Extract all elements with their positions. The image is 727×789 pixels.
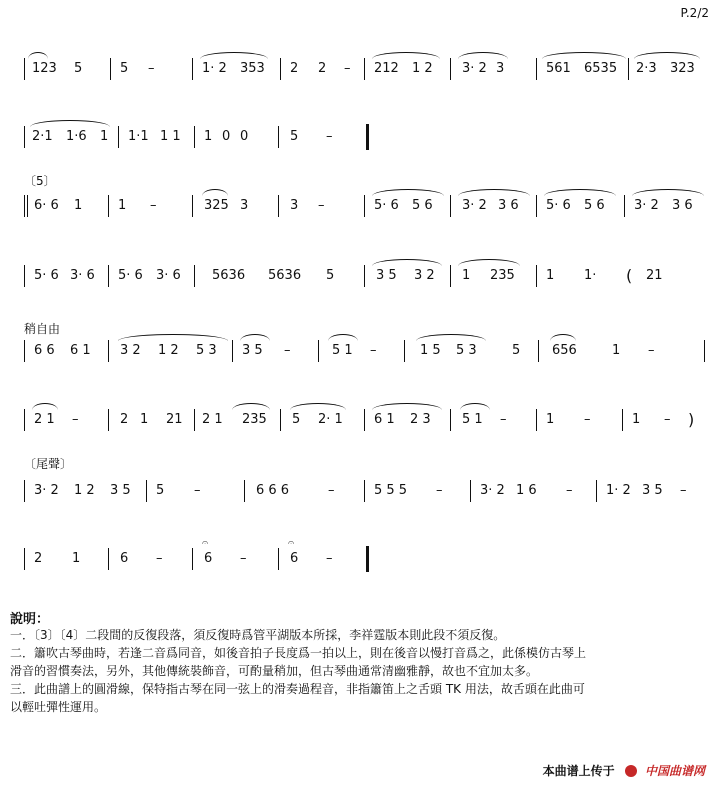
dash: –: [566, 483, 573, 498]
barline: [194, 265, 195, 287]
note: 5: [74, 61, 83, 76]
barline: [538, 340, 539, 362]
note: 5636: [212, 268, 246, 283]
score-line-8: [0, 536, 727, 588]
barline: [108, 409, 109, 431]
barline: [364, 265, 365, 287]
note: 1·1: [128, 129, 149, 144]
barline: [24, 265, 25, 287]
note: 1: [118, 198, 127, 213]
barline: [450, 58, 451, 80]
note: 3· 6: [70, 268, 95, 283]
note-line-2: 二．簫吹古琴曲時，若逢二音爲同音，如後音拍子長度爲一拍以上，則在後音以慢打音爲之，此係模仿古琴上: [10, 646, 587, 660]
note: 3: [240, 198, 249, 213]
barline: [364, 480, 365, 502]
note: 5 5 5: [374, 483, 408, 498]
dash: –: [500, 412, 507, 427]
dash: –: [326, 551, 333, 566]
note: 561: [546, 61, 571, 76]
site-name[interactable]: 中国曲谱网: [644, 764, 705, 778]
dash: –: [156, 551, 163, 566]
notes-title: 說明：: [10, 612, 50, 627]
note: 235: [490, 268, 515, 283]
barline: [24, 409, 25, 431]
barline: [24, 480, 25, 502]
barline: [194, 409, 195, 431]
note: 5636: [268, 268, 302, 283]
slur: [416, 334, 486, 341]
barline: [704, 340, 705, 362]
barline: [596, 480, 597, 502]
note: 325: [204, 198, 229, 213]
barline: [192, 548, 193, 570]
barline: [404, 340, 405, 362]
note: 5 6: [584, 198, 605, 213]
note: 3 2: [414, 268, 435, 283]
slur: [30, 120, 110, 127]
note-line-5: 以輕吐彈性運用。: [10, 700, 107, 714]
note: 1· 2: [202, 61, 227, 76]
note: 2: [290, 61, 299, 76]
dash: –: [148, 61, 155, 76]
slur: [240, 334, 270, 341]
repeat-barline: [24, 195, 25, 217]
note: 5 3: [196, 343, 217, 358]
barline: [278, 548, 279, 570]
note: 1: [546, 268, 555, 283]
barline: [192, 195, 193, 217]
note: 1· 2: [606, 483, 631, 498]
note: 235: [242, 412, 267, 427]
barline: [536, 195, 537, 217]
slur: [458, 52, 508, 59]
note: 1 6: [516, 483, 537, 498]
note: 21: [166, 412, 183, 427]
note: 2: [318, 61, 327, 76]
barline: [318, 340, 319, 362]
barline: [108, 340, 109, 362]
note: 3: [496, 61, 505, 76]
barline: [536, 409, 537, 431]
note: 1: [140, 412, 149, 427]
note: 6 1: [374, 412, 395, 427]
dash: –: [584, 412, 591, 427]
slur: [290, 403, 346, 410]
note: 3· 2: [480, 483, 505, 498]
note: 3· 2: [34, 483, 59, 498]
slur: [372, 259, 442, 266]
barline: [364, 409, 365, 431]
note: 5: [292, 412, 301, 427]
note: 5· 6: [546, 198, 571, 213]
note-line-4: 三．此曲譜上的圓滑線，保特指古琴在同一弦上的滑奏過程音，非指簫笛上之舌頭 TK 用法，故舌頭在此曲可: [10, 682, 585, 696]
note: 1: [204, 129, 213, 144]
note: 353: [240, 61, 265, 76]
note: 3 5: [242, 343, 263, 358]
score-line-7: [0, 480, 727, 520]
note: 5: [326, 268, 335, 283]
slur: [372, 403, 442, 410]
note: 3· 6: [156, 268, 181, 283]
barline: [146, 480, 147, 502]
dash: –: [318, 198, 325, 213]
barline: [364, 195, 365, 217]
note: 6· 6: [34, 198, 59, 213]
note: 1: [546, 412, 555, 427]
barline: [24, 126, 25, 148]
note: 3 5: [376, 268, 397, 283]
note: 323: [670, 61, 695, 76]
barline: [278, 126, 279, 148]
dash: –: [648, 343, 655, 358]
slur: [32, 403, 58, 410]
slur: [542, 52, 626, 59]
note: 6 6 6: [256, 483, 290, 498]
note: 1 2: [74, 483, 95, 498]
barline: [232, 340, 233, 362]
dash: –: [344, 61, 351, 76]
final-barline: [366, 124, 369, 150]
barline: [108, 548, 109, 570]
score-line-1: [0, 58, 727, 98]
note: 123: [32, 61, 57, 76]
dash: –: [72, 412, 79, 427]
page-number: P.2/2: [680, 6, 709, 20]
slur: [460, 403, 490, 410]
note: 1 2: [412, 61, 433, 76]
slur: [232, 403, 270, 410]
note: 2: [34, 551, 43, 566]
barline: [450, 195, 451, 217]
score-line-6: [0, 409, 727, 449]
note: 5: [512, 343, 521, 358]
barline: [278, 195, 279, 217]
barline: [194, 126, 195, 148]
note: 1: [632, 412, 641, 427]
note: 5: [156, 483, 165, 498]
note: 5 3: [456, 343, 477, 358]
dash: –: [664, 412, 671, 427]
note: 0: [240, 129, 249, 144]
barline: [108, 265, 109, 287]
note: 2·1: [32, 129, 53, 144]
barline: [24, 548, 25, 570]
score-line-3: [0, 195, 727, 235]
note: 2 1: [34, 412, 55, 427]
paren-close: ): [688, 410, 695, 429]
slur: [632, 189, 704, 196]
note: 6 6: [34, 343, 55, 358]
note: 1·: [584, 268, 597, 283]
fermata-icon: 𝄐: [288, 536, 295, 549]
site-logo-icon: [625, 765, 637, 777]
coda-label: 〔尾聲〕: [24, 457, 73, 471]
note: 2 1: [202, 412, 223, 427]
score-line-4: [0, 265, 727, 305]
note: 6: [120, 551, 129, 566]
note: 2: [120, 412, 129, 427]
note: 1: [72, 551, 81, 566]
note: 3· 2: [462, 198, 487, 213]
slur: [328, 334, 358, 341]
barline: [470, 480, 471, 502]
note: 3 5: [642, 483, 663, 498]
note: 5 6: [412, 198, 433, 213]
note: 1: [612, 343, 621, 358]
slur: [458, 189, 530, 196]
barline: [280, 58, 281, 80]
barline: [192, 58, 193, 80]
barline: [536, 58, 537, 80]
barline: [624, 195, 625, 217]
note: 1 5: [420, 343, 441, 358]
dash: –: [326, 129, 333, 144]
note: 6 1: [70, 343, 91, 358]
dash: –: [680, 483, 687, 498]
note: 21: [646, 268, 663, 283]
note: 5: [120, 61, 129, 76]
footer-text: 本曲谱上传于: [542, 764, 615, 778]
paren-open: (: [626, 266, 633, 285]
note: 6: [290, 551, 299, 566]
note: 1·6: [66, 129, 87, 144]
note: 5 1: [332, 343, 353, 358]
note: 3 6: [498, 198, 519, 213]
note: 5· 6: [118, 268, 143, 283]
note: 212: [374, 61, 399, 76]
slur: [550, 334, 576, 341]
note: 3· 2: [462, 61, 487, 76]
slur: [118, 334, 228, 341]
barline: [24, 58, 25, 80]
fermata-icon: 𝄐: [202, 536, 209, 549]
dash: –: [240, 551, 247, 566]
note: 3 2: [120, 343, 141, 358]
note: 2·3: [636, 61, 657, 76]
barline: [628, 58, 629, 80]
slur: [202, 189, 228, 196]
note-line-1: 一．〔3〕〔4〕二段間的反復段落，須反復時爲管平湖版本所採，李祥霆版本則此段不須反復。: [10, 628, 506, 642]
note: 1: [462, 268, 471, 283]
note: 2· 1: [318, 412, 343, 427]
note: 5 1: [462, 412, 483, 427]
score-line-5: [0, 340, 727, 380]
note: 0: [222, 129, 231, 144]
slur: [372, 52, 440, 59]
dash: –: [436, 483, 443, 498]
barline: [108, 195, 109, 217]
note-line-3: 滑音的習慣奏法，另外，其他傳統裝飾音，可酌量稍加，但古琴曲通常清幽雅靜，故也不宜加太多。: [10, 664, 539, 678]
barline: [244, 480, 245, 502]
dash: –: [328, 483, 335, 498]
note: 3· 2: [634, 198, 659, 213]
note: 3: [290, 198, 299, 213]
slur: [458, 259, 520, 266]
final-barline: [366, 546, 369, 572]
note: 1 1: [160, 129, 181, 144]
note: 3 6: [672, 198, 693, 213]
note: 3 5: [110, 483, 131, 498]
footer: [543, 762, 705, 779]
barline: [536, 265, 537, 287]
barline: [24, 340, 25, 362]
barline: [280, 409, 281, 431]
note: 2 3: [410, 412, 431, 427]
slur: [28, 52, 48, 59]
section-label-5: 〔5〕: [24, 174, 56, 188]
barline: [450, 265, 451, 287]
tempo-label: 稍自由: [24, 322, 61, 336]
note: 5· 6: [374, 198, 399, 213]
barline: [450, 409, 451, 431]
slur: [544, 189, 616, 196]
slur: [372, 189, 444, 196]
dash: –: [150, 198, 157, 213]
note: 6535: [584, 61, 618, 76]
note: 1: [74, 198, 83, 213]
barline: [364, 58, 365, 80]
dash: –: [194, 483, 201, 498]
slur: [200, 52, 268, 59]
note: 1 2: [158, 343, 179, 358]
score-line-2: [0, 126, 727, 166]
note: 5: [290, 129, 299, 144]
note: 1: [100, 129, 109, 144]
barline: [622, 409, 623, 431]
note: 656: [552, 343, 577, 358]
note: 6: [204, 551, 213, 566]
dash: –: [284, 343, 291, 358]
barline: [110, 58, 111, 80]
note: 5· 6: [34, 268, 59, 283]
dash: –: [370, 343, 377, 358]
barline: [118, 126, 119, 148]
slur: [634, 52, 700, 59]
